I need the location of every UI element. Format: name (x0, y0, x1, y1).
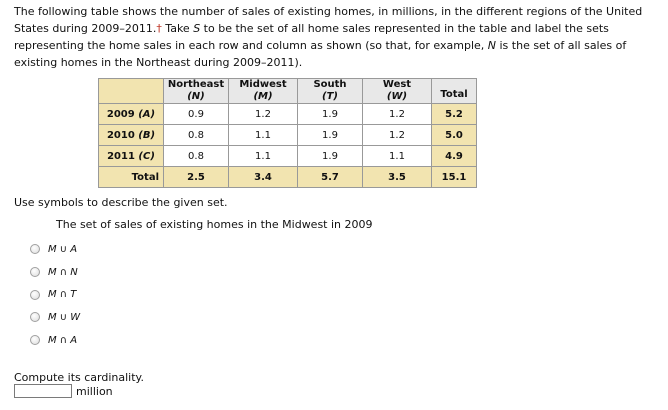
table-cell: 1.1 (363, 146, 432, 167)
problem-intro (14, 3, 660, 71)
column-total-cell: 2.5 (164, 167, 229, 188)
table-cell: 0.9 (164, 104, 229, 125)
intro-text-4: is the set of all sales of existing homes in the Northeast during 2009–2011). (14, 39, 627, 69)
table-cell: 1.2 (363, 125, 432, 146)
set-n-symbol: N (487, 39, 496, 52)
unit-label: million (76, 384, 113, 398)
option-label: M ∩ A (48, 334, 78, 346)
option-m-intersect-a[interactable] (30, 329, 80, 352)
row-header-2011: 2011 (C) (99, 146, 164, 167)
compute-label: Compute its cardinality. (14, 371, 144, 384)
option-m-union-w[interactable] (30, 306, 80, 329)
option-m-intersect-t[interactable] (30, 283, 80, 306)
table-cell: 1.9 (298, 104, 363, 125)
intro-text-2: Take (161, 22, 194, 35)
table-row (99, 146, 477, 167)
radio-button[interactable] (30, 267, 40, 277)
column-total-cell: 5.7 (298, 167, 363, 188)
cardinality-input[interactable] (14, 384, 72, 398)
table-cell: 0.8 (164, 125, 229, 146)
grand-total-cell: 15.1 (432, 167, 477, 188)
option-m-union-a[interactable] (30, 238, 80, 261)
intro-text-3: to be the set of all home sales represented in the table and label the sets representing the home sales in each row and column as shown (so that, for example, (14, 22, 609, 52)
table-total-row (99, 167, 477, 188)
table-row (99, 104, 477, 125)
footnote-dagger-link[interactable]: † (156, 22, 162, 35)
option-label: M ∪ W (48, 311, 81, 323)
column-total-cell: 3.5 (363, 167, 432, 188)
row-total-cell: 5.0 (432, 125, 477, 146)
column-header-northeast: Northeast (N) (164, 79, 229, 104)
row-header-2010: 2010 (B) (99, 125, 164, 146)
set-s-symbol: S (193, 22, 201, 35)
table-cell: 1.2 (363, 104, 432, 125)
radio-button[interactable] (30, 244, 40, 254)
corner-cell (99, 79, 164, 104)
column-header-south: South (T) (298, 79, 363, 104)
table-cell: 0.8 (164, 146, 229, 167)
row-total-cell: 4.9 (432, 146, 477, 167)
table-cell: 1.1 (229, 146, 298, 167)
option-m-intersect-n[interactable] (30, 261, 80, 284)
row-total-cell: 5.2 (432, 104, 477, 125)
answer-options (30, 238, 80, 351)
radio-button[interactable] (30, 312, 40, 322)
column-header-total: Total (432, 79, 477, 104)
row-header-2009: 2009 (A) (99, 104, 164, 125)
table-cell: 1.9 (298, 125, 363, 146)
table-cell: 1.9 (298, 146, 363, 167)
option-label: M ∪ A (48, 243, 78, 255)
cardinality-answer-row (14, 384, 113, 398)
table-cell: 1.2 (229, 104, 298, 125)
question-text: The set of sales of existing homes in the Midwest in 2009 (56, 218, 373, 231)
column-total-cell: 3.4 (229, 167, 298, 188)
instruction-text: Use symbols to describe the given set. (14, 196, 228, 209)
table-row (99, 125, 477, 146)
home-sales-table (98, 78, 477, 188)
table-cell: 1.1 (229, 125, 298, 146)
option-label: M ∩ T (48, 289, 77, 301)
column-header-midwest: Midwest (M) (229, 79, 298, 104)
radio-button[interactable] (30, 290, 40, 300)
column-header-west: West (W) (363, 79, 432, 104)
total-row-label: Total (99, 167, 164, 188)
radio-button[interactable] (30, 335, 40, 345)
option-label: M ∩ N (48, 266, 78, 278)
table-header-row (99, 79, 477, 104)
intro-text-1: The following table shows the number of sales of existing homes, in millions, in the different regions of the United States during 2009–2011. (14, 5, 643, 35)
